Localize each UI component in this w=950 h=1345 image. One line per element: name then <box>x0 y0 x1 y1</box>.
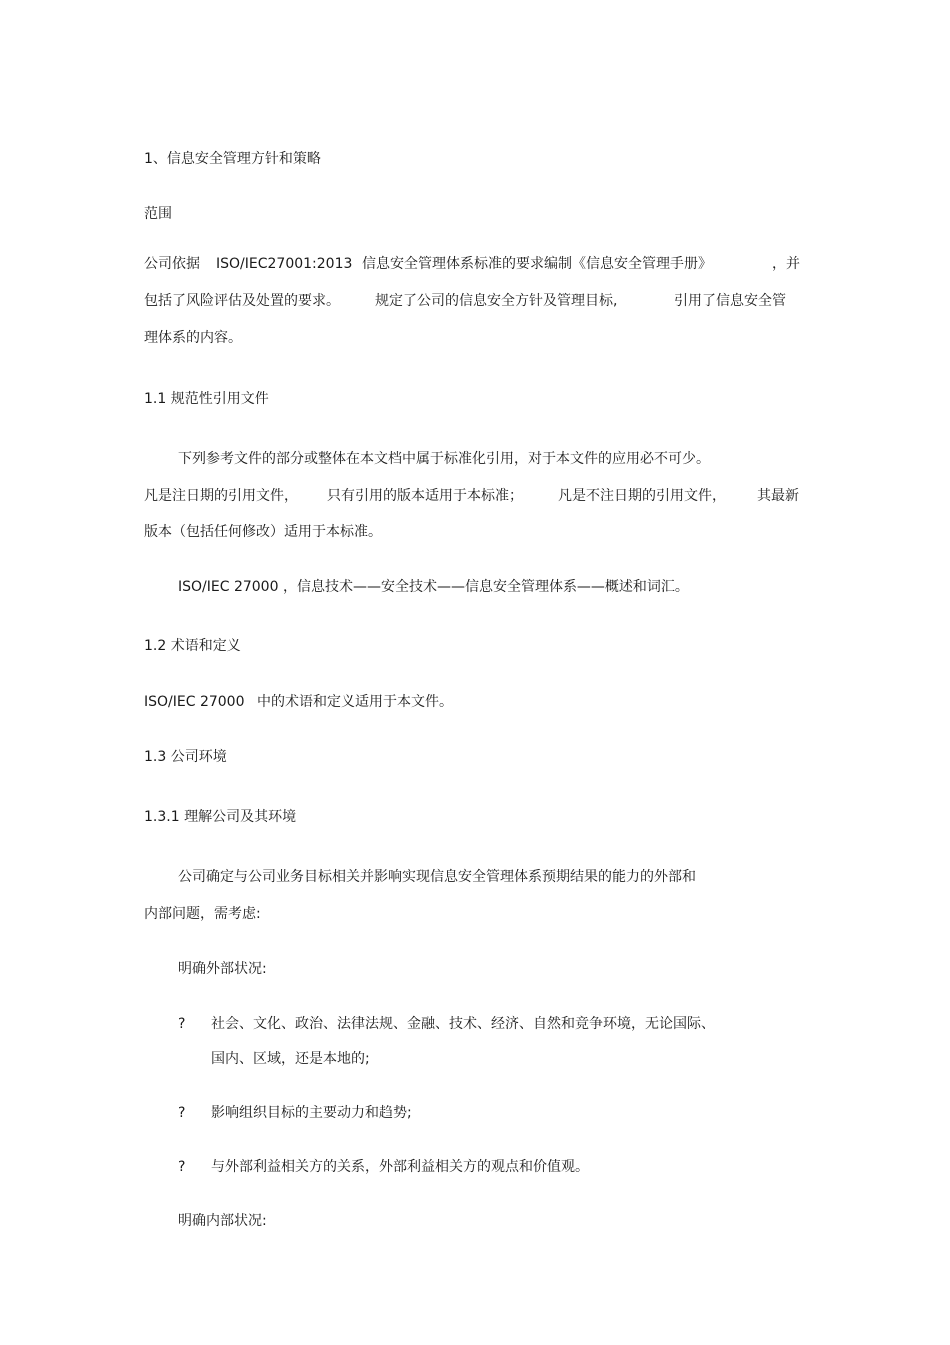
para-context-line-1: 公司确定与公司业务目标相关并影响实现信息安全管理体系预期结果的能力的外部和 <box>178 869 696 885</box>
bullet-item-3: 与外部利益相关方的关系，外部利益相关方的观点和价值观。 <box>211 1159 589 1175</box>
section-heading-1-3: 1.3 公司环境 <box>144 749 227 765</box>
text-segment: 其最新 <box>757 488 799 504</box>
para-context-line-2: 内部问题，需考虑: <box>144 906 261 922</box>
bullet-marker: ? <box>178 1105 186 1121</box>
text-segment: 中的术语和定义适用于本文件。 <box>257 694 453 710</box>
scope-label: 范围 <box>144 206 172 222</box>
text-segment: 引用了信息安全管 <box>674 293 786 309</box>
text-segment: 凡是不注日期的引用文件， <box>558 488 726 504</box>
text-segment: 包括了风险评估及处置的要求。 <box>144 293 340 309</box>
text-segment: 只有引用的版本适用于本标准； <box>327 488 523 504</box>
para-references-line-3: 版本（包括任何修改）适用于本标准。 <box>144 524 382 540</box>
subsection-heading-1-3-1: 1.3.1 理解公司及其环境 <box>144 809 297 825</box>
bullet-marker: ? <box>178 1016 186 1032</box>
text-segment: 公司依据 <box>144 256 200 272</box>
bullet-marker: ? <box>178 1159 186 1175</box>
section-heading-1-1: 1.1 规范性引用文件 <box>144 391 269 407</box>
section-heading-1: 1、信息安全管理方针和策略 <box>144 151 321 167</box>
text-segment: ISO/IEC 27000 <box>144 694 245 710</box>
internal-context-label: 明确内部状况: <box>178 1213 267 1229</box>
text-segment: 规定了公司的信息安全方针及管理目标, <box>375 293 618 309</box>
bullet-item-1-line-2: 国内、区域，还是本地的; <box>211 1051 370 1067</box>
external-context-label: 明确外部状况: <box>178 961 267 977</box>
text-segment: ISO/IEC27001:2013 <box>216 256 353 272</box>
section-heading-1-2: 1.2 术语和定义 <box>144 638 241 654</box>
text-segment: ，并 <box>772 256 800 272</box>
para-scope-line-3: 理体系的内容。 <box>144 330 242 346</box>
reference-iso-27000: ISO/IEC 27000 ，信息技术——安全技术——信息安全管理体系——概述和词汇。 <box>178 579 689 595</box>
text-segment: 凡是注日期的引用文件， <box>144 488 298 504</box>
para-references-intro: 下列参考文件的部分或整体在本文档中属于标准化引用，对于本文件的应用必不可少。 <box>178 451 710 467</box>
text-segment: 信息安全管理体系标准的要求编制《信息安全管理手册》 <box>362 256 712 272</box>
bullet-item-1-line-1: 社会、文化、政治、法律法规、金融、技术、经济、自然和竞争环境，无论国际、 <box>211 1016 715 1032</box>
bullet-item-2: 影响组织目标的主要动力和趋势; <box>211 1105 412 1121</box>
